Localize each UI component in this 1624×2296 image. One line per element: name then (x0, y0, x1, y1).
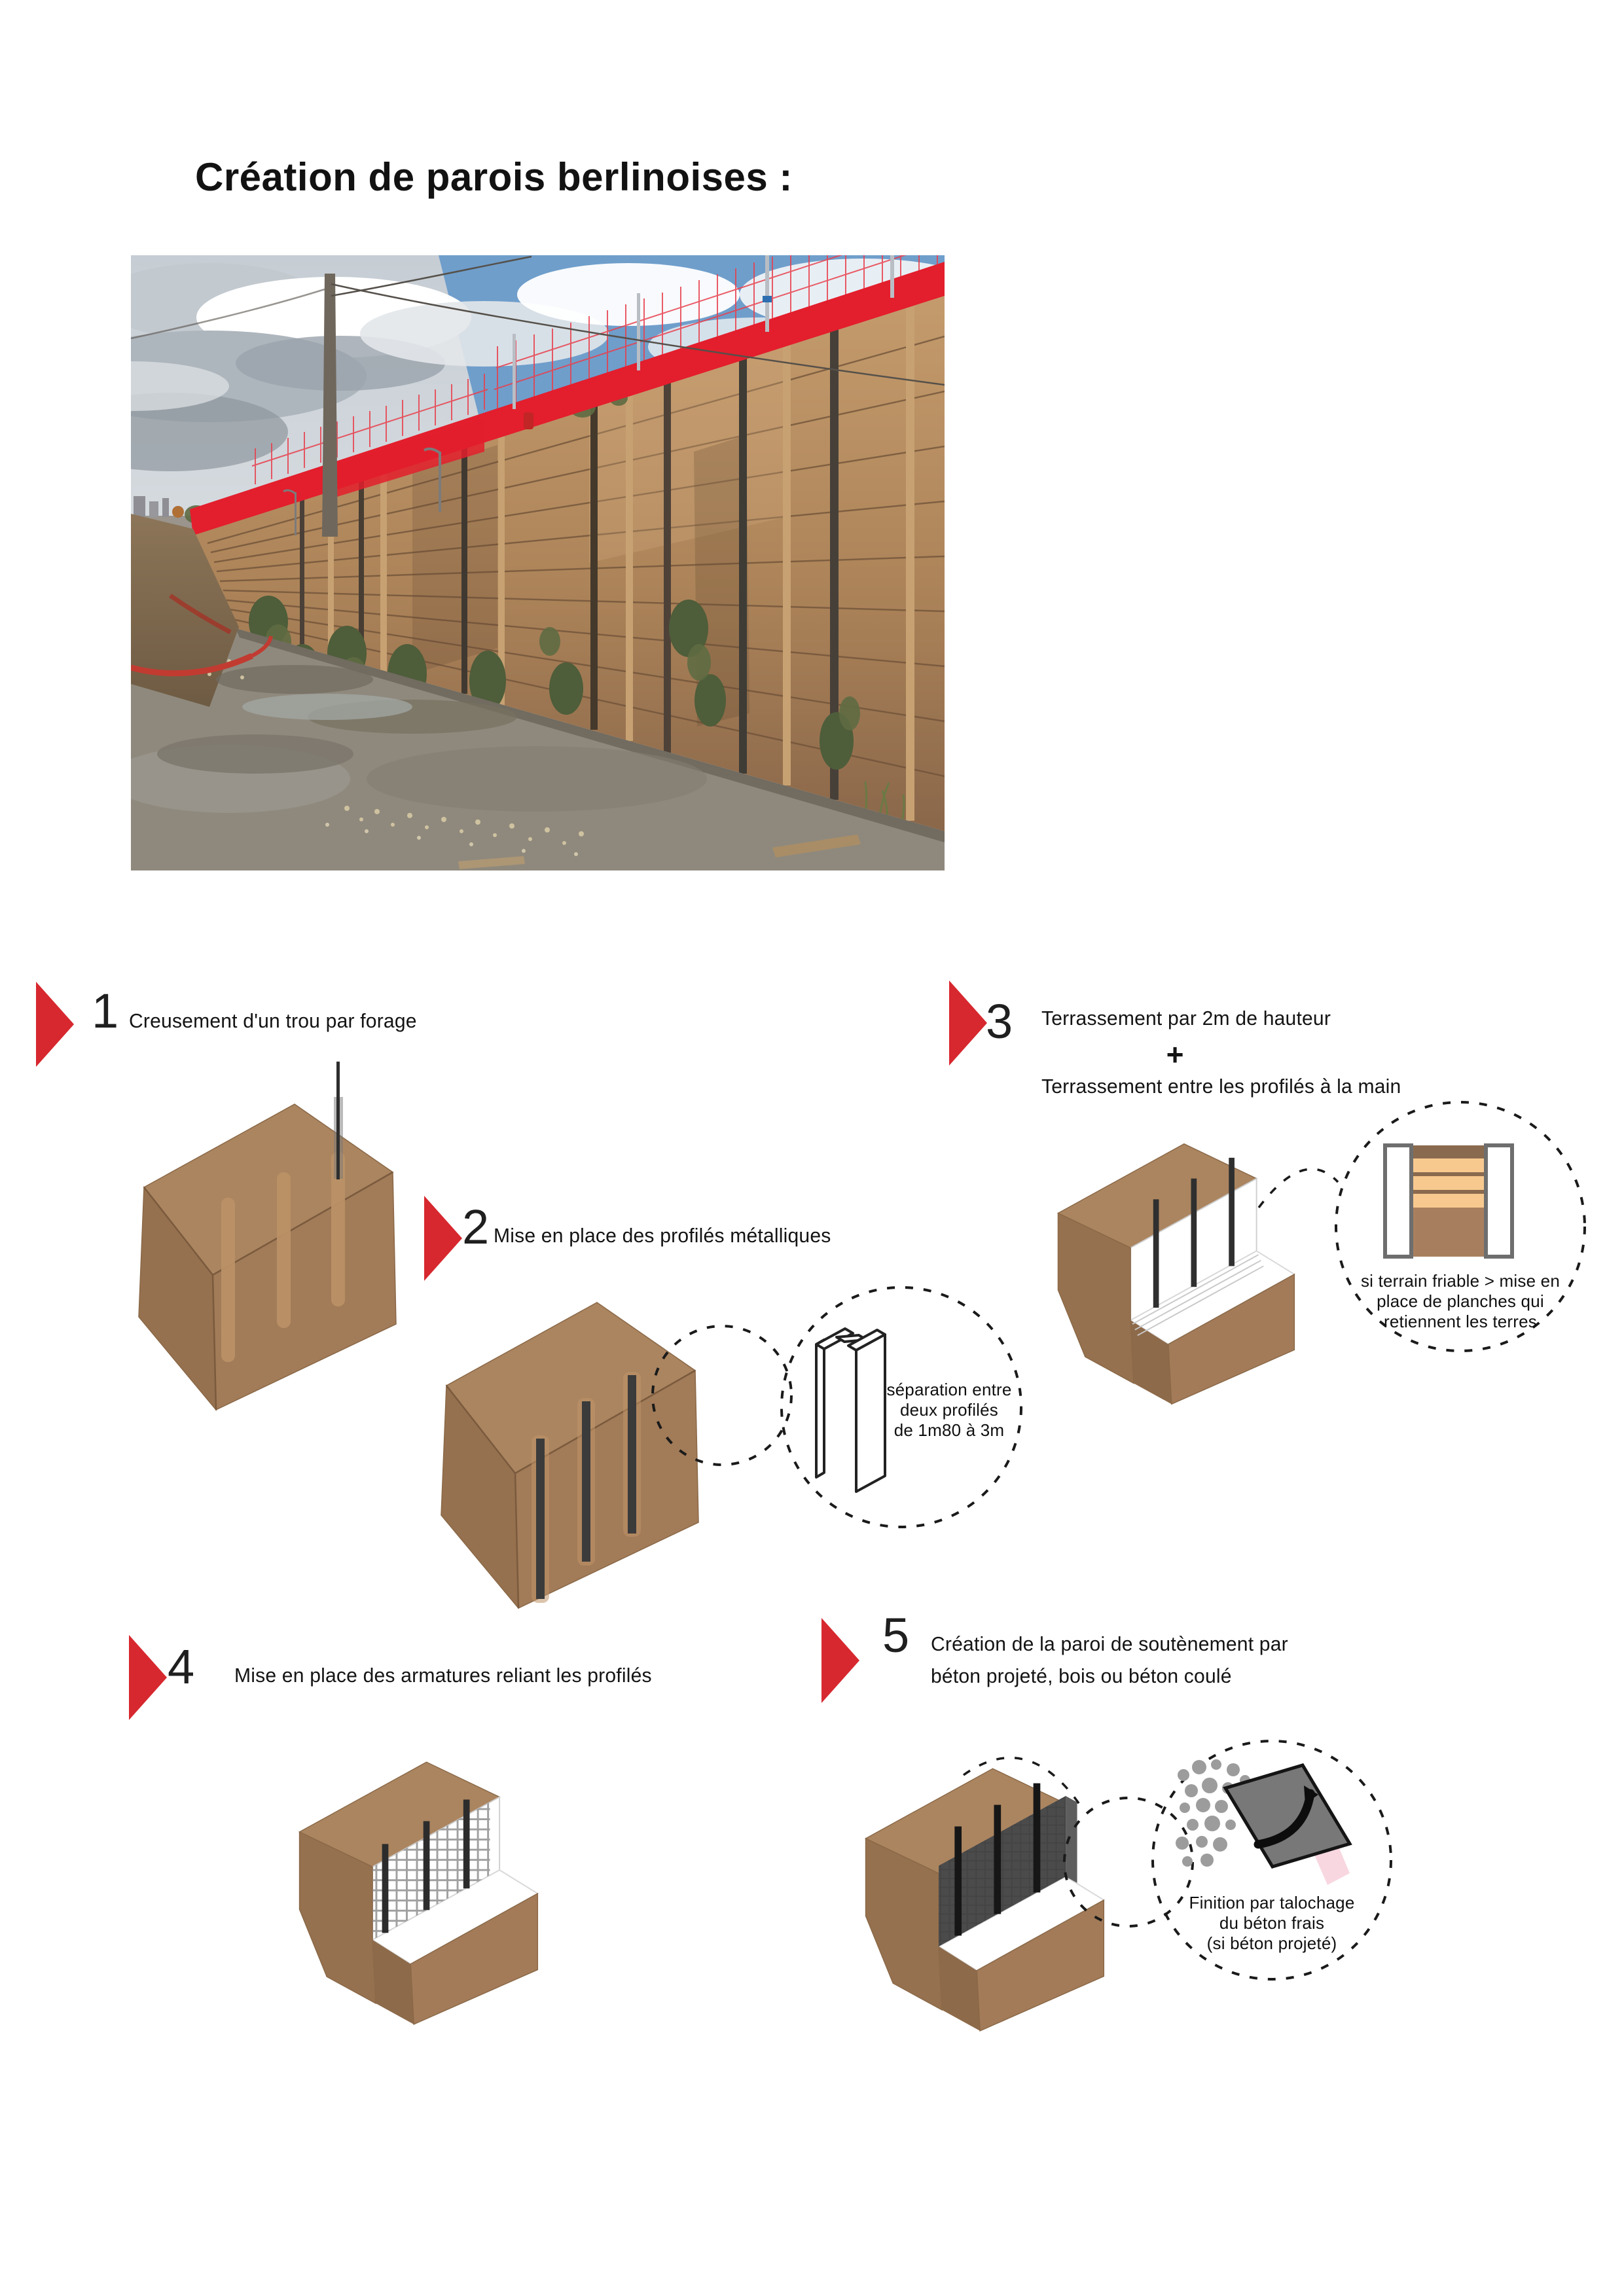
step-3-diagram (1049, 1124, 1301, 1407)
step-1-marker-triangle-icon (36, 982, 74, 1067)
step-3-number: 3 (986, 994, 1013, 1049)
step-2-number: 2 (462, 1200, 490, 1254)
step-1-number: 1 (92, 984, 119, 1038)
step-5-marker-triangle-icon (821, 1618, 859, 1703)
step-3-label-line1: Terrassement par 2m de hauteur (1041, 1007, 1331, 1030)
callout-text-friable-ground: si terrain friable > mise en place de planches qui retiennent les terres (1360, 1271, 1560, 1331)
step-2-label: Mise en place des profilés métalliques (494, 1224, 831, 1247)
step-5-diagram (856, 1743, 1110, 2039)
step-3-label-line2: Terrassement entre les profilés à la main (1041, 1075, 1401, 1098)
step-2-diagram (440, 1301, 702, 1609)
step-3-marker-triangle-icon (949, 980, 987, 1066)
step-5-number: 5 (882, 1608, 910, 1662)
step-1-label: Creusement d'un trou par forage (129, 1009, 417, 1032)
h-beam-drawing (816, 1329, 885, 1492)
step-4-marker-triangle-icon (129, 1635, 167, 1720)
spray-dots (1176, 1759, 1250, 1867)
step-5-label-line2: béton projeté, bois ou béton coulé (931, 1664, 1232, 1687)
hand-silhouette (1270, 1778, 1338, 1857)
trowel-float (1225, 1765, 1350, 1867)
step-3-plus-sign: + (1166, 1037, 1184, 1071)
callout-text-finishing: Finition par talochage du béton frais (si béton projeté) (1189, 1893, 1355, 1953)
step-4-number: 4 (168, 1640, 195, 1694)
step-4-diagram (290, 1736, 544, 2032)
step-4-label: Mise en place des armatures reliant les profilés (234, 1664, 652, 1687)
shotcrete-wall-end (1066, 1796, 1077, 1883)
drill-rod (334, 1062, 343, 1179)
site-photo-graphic (131, 255, 945, 870)
callout-text-profile-spacing: séparation entre deux profilés de 1m80 à 3m (886, 1380, 1012, 1440)
step-5-label-line1: Création de la paroi de soutènement par (931, 1632, 1288, 1655)
step-1-diagram (137, 1046, 399, 1416)
page-title: Création de parois berlinoises : (195, 155, 793, 200)
photo-hydrant (524, 412, 533, 429)
motion-arrow (1258, 1793, 1310, 1844)
retaining-planks-drawing (1385, 1145, 1512, 1257)
trowel-finishing-drawing (1176, 1759, 1350, 1885)
site-photo (131, 255, 945, 870)
step-2-marker-triangle-icon (424, 1196, 462, 1281)
